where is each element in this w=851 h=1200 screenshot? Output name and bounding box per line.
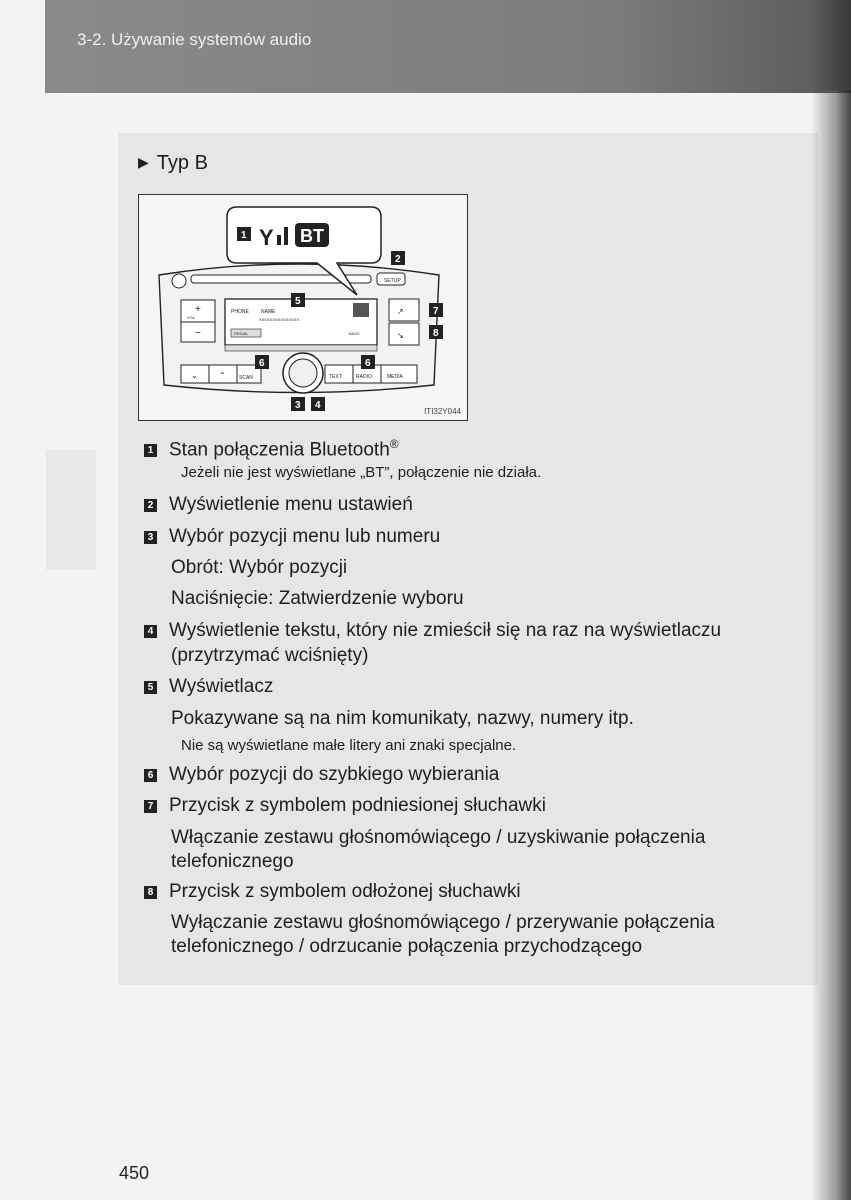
svg-text:⌃: ⌃	[219, 371, 226, 380]
bleed-through-tab	[46, 450, 96, 570]
media-label: MEDIA	[387, 374, 403, 380]
callout-3: 3	[295, 400, 301, 411]
display-back: BACK	[349, 331, 360, 336]
item-label: Wyświetlenie tekstu, który nie zmieścił się na raz na wyświetlaczu	[169, 620, 722, 641]
audio-unit-figure	[138, 194, 468, 421]
item-number-badge: 8	[144, 886, 157, 899]
item-number-badge: 7	[144, 800, 157, 813]
item-number-badge: 2	[144, 499, 157, 512]
display-phone: PHONE	[231, 309, 249, 315]
item-line: Włączanie zestawu głośnomówiącego / uzyskiwanie połączenia	[171, 827, 706, 848]
list-item	[144, 794, 546, 818]
list-item	[144, 525, 440, 549]
item-label: Wyświetlenie menu ustawień	[169, 494, 413, 515]
radio-label: RADIO	[356, 374, 372, 380]
list-item	[144, 493, 413, 517]
item-line: telefonicznego	[171, 851, 294, 872]
display-number: XXXXXXXXXXXXXXX	[259, 317, 300, 322]
page-number: 450	[119, 1163, 150, 1183]
list-item	[144, 880, 521, 904]
list-item	[144, 763, 499, 787]
display-redial: REDIAL	[234, 331, 249, 336]
list-item	[144, 432, 399, 462]
item-label: Przycisk z symbolem podniesionej słuchawki	[169, 795, 546, 816]
bubble-callout-1: 1	[241, 230, 247, 241]
svg-text:↘: ↘	[397, 331, 404, 340]
svg-text:−: −	[195, 328, 201, 339]
page-header	[45, 0, 851, 93]
list-item	[144, 619, 721, 643]
page-edge-shadow	[811, 90, 851, 1200]
vol-label: VOL	[187, 315, 196, 320]
svg-text:+: +	[195, 304, 201, 315]
chapter-title: 3-2. Używanie systemów audio	[77, 30, 312, 49]
item-note: Nie są wyświetlane małe litery ani znaki specjalne.	[181, 737, 517, 754]
svg-text:⌄: ⌄	[191, 371, 198, 380]
item-label: Wybór pozycji menu lub numeru	[169, 526, 441, 547]
section-title-text: Typ B	[156, 152, 208, 174]
item-label: Przycisk z symbolem odłożonej słuchawki	[169, 881, 521, 902]
text-label: TEXT	[329, 374, 342, 380]
list-item	[144, 675, 273, 699]
scan-label: SCAN	[239, 375, 253, 381]
item-number-badge: 5	[144, 681, 157, 694]
callout-7: 7	[433, 306, 439, 317]
svg-text:↗: ↗	[397, 307, 404, 316]
callout-6-left: 6	[259, 358, 265, 369]
callout-2: 2	[395, 254, 401, 265]
item-number-badge: 4	[144, 625, 157, 638]
item-line: Pokazywane są na nim komunikaty, nazwy, numery itp.	[171, 708, 634, 729]
callout-4: 4	[315, 400, 321, 411]
item-number-badge: 6	[144, 769, 157, 782]
signal-icon: Y	[259, 225, 274, 250]
audio-unit-illustration	[139, 195, 467, 420]
item-label: Wybór pozycji do szybkiego wybierania	[169, 764, 500, 785]
registered-mark: ®	[389, 437, 399, 451]
item-line: telefonicznego / odrzucanie połączenia przychodzącego	[171, 936, 643, 957]
callout-8: 8	[433, 328, 439, 339]
item-line: Wyłączanie zestawu głośnomówiącego / przerywanie połączenia	[171, 912, 715, 933]
display-name: NAME	[261, 309, 276, 315]
callout-6-right: 6	[365, 358, 371, 369]
item-line: Obrót: Wybór pozycji	[171, 557, 348, 578]
item-line: (przytrzymać wciśnięty)	[171, 645, 369, 666]
setup-button-label: SETUP	[384, 278, 401, 284]
item-number-badge: 3	[144, 531, 157, 544]
item-note: Jeżeli nie jest wyświetlane „BT”, połączenie nie działa.	[181, 464, 542, 481]
callout-5: 5	[295, 296, 301, 307]
item-label: Stan połączenia Bluetooth	[169, 439, 390, 461]
item-line: Naciśnięcie: Zatwierdzenie wyboru	[171, 588, 464, 609]
bt-indicator: BT	[300, 226, 324, 246]
section-title	[138, 152, 208, 175]
item-number-badge: 1	[144, 444, 157, 457]
triangle-bullet-icon: ▶	[138, 154, 149, 170]
item-label: Wyświetlacz	[169, 676, 274, 697]
figure-code: ITI32Y044	[424, 407, 461, 416]
